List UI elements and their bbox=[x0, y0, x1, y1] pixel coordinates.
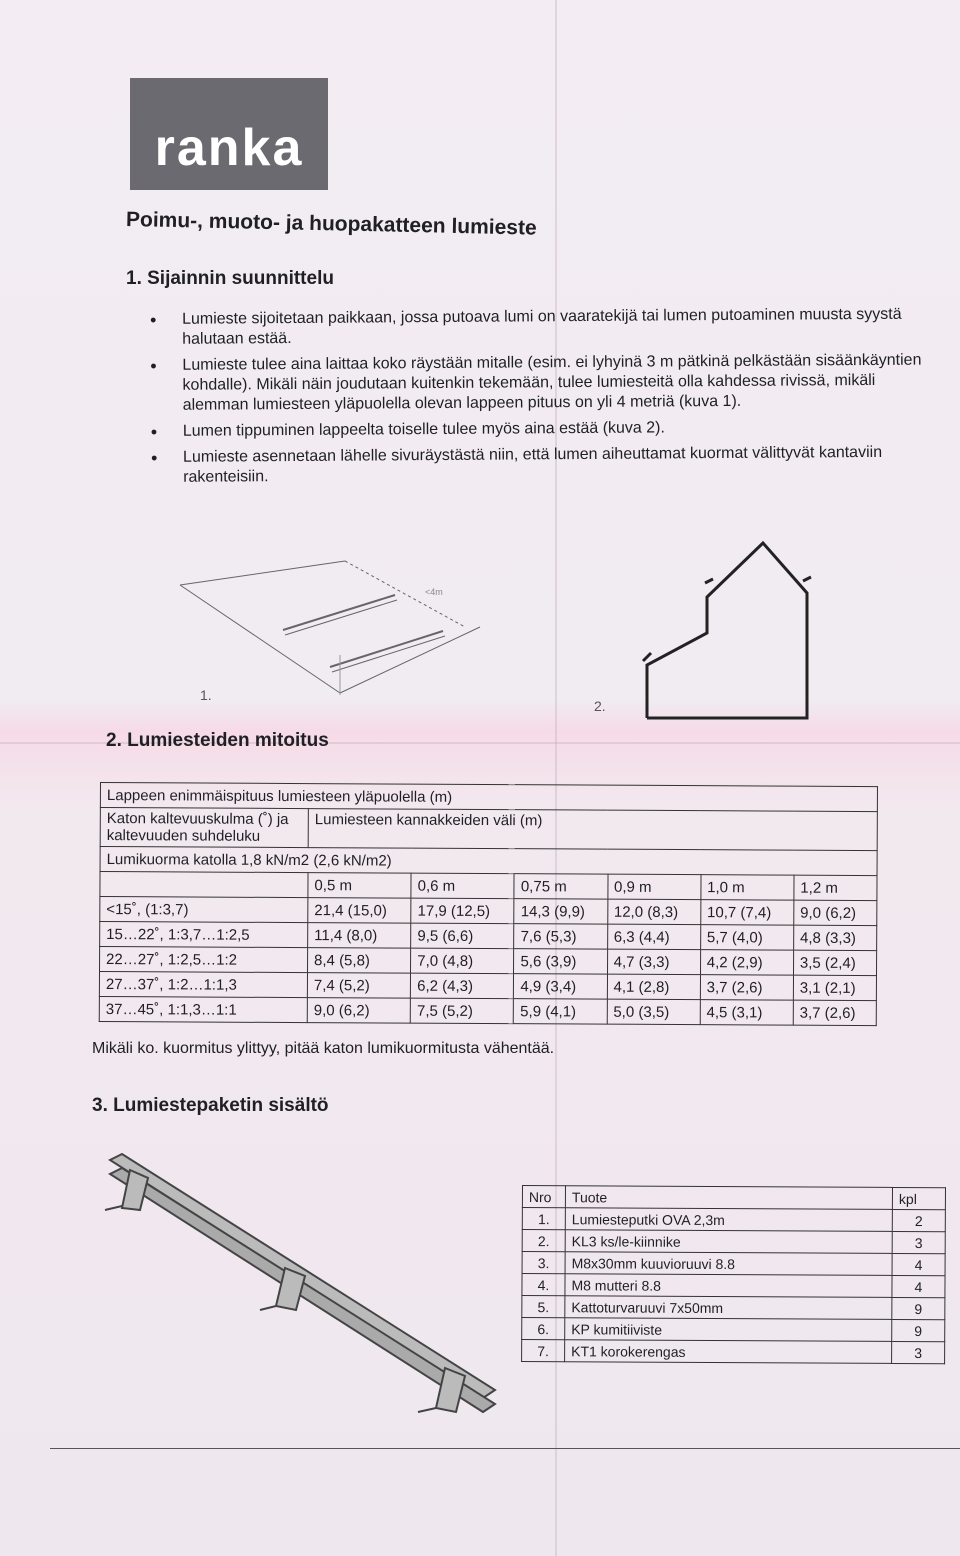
value-cell: 4,1 (2,8) bbox=[607, 974, 700, 999]
value-cell: 6,2 (4,3) bbox=[411, 973, 514, 999]
item-nro: 4. bbox=[522, 1274, 565, 1296]
item-product: Kattoturvaruuvi 7x50mm bbox=[565, 1296, 892, 1320]
value-cell: 4,8 (3,3) bbox=[794, 925, 877, 950]
item-qty: 3 bbox=[892, 1231, 945, 1253]
snow-guard-kit-drawing bbox=[100, 1150, 500, 1420]
spacing-cell: 0,6 m bbox=[411, 873, 514, 899]
value-cell: 17,9 (12,5) bbox=[411, 898, 514, 924]
document-title: Poimu-, muoto- ja huopakatteen lumieste bbox=[125, 208, 537, 240]
header-kpl: kpl bbox=[892, 1187, 945, 1209]
item-nro: 2. bbox=[522, 1230, 565, 1252]
item-product: M8x30mm kuuvioruuvi 8.8 bbox=[565, 1252, 892, 1276]
section1-heading: 1. Sijainnin suunnittelu bbox=[126, 268, 334, 289]
item-qty: 3 bbox=[892, 1341, 945, 1363]
table-row bbox=[100, 808, 877, 851]
value-cell: 4,2 (2,9) bbox=[700, 950, 793, 975]
value-cell: 7,4 (5,2) bbox=[307, 973, 410, 999]
table-row bbox=[522, 1274, 945, 1298]
value-cell: 9,5 (6,6) bbox=[411, 923, 514, 949]
spacing-cell: 0,9 m bbox=[607, 874, 700, 899]
fig1-dimension-label: <4m bbox=[425, 587, 443, 597]
value-cell: 3,7 (2,6) bbox=[700, 975, 793, 1000]
table-row bbox=[522, 1318, 945, 1342]
section1-bullet-list bbox=[150, 304, 941, 494]
item-product: KT1 korokerengas bbox=[565, 1340, 892, 1364]
item-nro: 7. bbox=[522, 1340, 565, 1362]
value-cell: 3,7 (2,6) bbox=[793, 1000, 876, 1025]
spacing-cell: 1,2 m bbox=[794, 875, 877, 900]
value-cell: 4,7 (3,3) bbox=[607, 949, 700, 974]
spacing-cell: 0,75 m bbox=[514, 874, 607, 899]
value-cell: 4,9 (3,4) bbox=[514, 974, 607, 999]
table-row bbox=[522, 1252, 945, 1276]
value-cell: 5,7 (4,0) bbox=[700, 925, 793, 950]
bullet-item: • Lumieste tulee aina laittaa koko räystään mitalle (esim. ei lyhyinä 3 m pätkinä pelkästään sisäänkäyntien kohdalle). Mikäli näin joudutaan kuitenkin tekemään, tulee lumiesteitä olla kahdessa rivissä, mikäli alemman lumiesteen yläpuolella olevan lappeen pituus on yli 4 metriä (kuva 1). bbox=[150, 350, 940, 416]
value-cell: 7,6 (5,3) bbox=[514, 924, 607, 949]
bullet-item: • Lumieste asennetaan lähelle sivuräystästä niin, että lumen aiheuttamat kuormat välittyvät kantaviin rakenteisiin. bbox=[151, 442, 941, 488]
value-cell: 3,5 (2,4) bbox=[793, 950, 876, 975]
value-cell: 9,0 (6,2) bbox=[307, 998, 410, 1024]
angle-header-cell: Katon kaltevuuskulma (˚) ja kaltevuuden suhdeluku bbox=[100, 808, 308, 848]
fig1-label: 1. bbox=[200, 687, 212, 703]
header-tuote: Tuote bbox=[565, 1186, 892, 1210]
item-qty: 4 bbox=[892, 1275, 945, 1297]
figure-1-roof-drawing bbox=[175, 555, 485, 700]
logo-text: ranka bbox=[154, 119, 304, 177]
table-row bbox=[522, 1340, 945, 1364]
angle-cell: 37…45˚, 1:1,3…1:1 bbox=[99, 996, 307, 1022]
item-nro: 1. bbox=[522, 1208, 565, 1230]
value-cell: 9,0 (6,2) bbox=[794, 900, 877, 925]
table-title-cell: Lappeen enimmäispituus lumiesteen yläpuolella (m) bbox=[100, 783, 877, 812]
sizing-table bbox=[99, 782, 878, 1026]
table-row bbox=[522, 1230, 945, 1254]
item-nro: 6. bbox=[522, 1318, 565, 1340]
value-cell: 6,3 (4,4) bbox=[607, 924, 700, 949]
item-nro: 5. bbox=[522, 1296, 565, 1318]
table-row bbox=[522, 1208, 945, 1232]
item-product: KL3 ks/le-kiinnike bbox=[565, 1230, 892, 1254]
fig2-label: 2. bbox=[594, 698, 606, 714]
value-cell: 5,9 (4,1) bbox=[514, 999, 607, 1024]
item-product: KP kumitiiviste bbox=[565, 1318, 892, 1342]
item-qty: 9 bbox=[892, 1319, 945, 1341]
item-product: Lumiesteputki OVA 2,3m bbox=[565, 1208, 892, 1232]
load-cell: Lumikuorma katolla 1,8 kN/m2 (2,6 kN/m2) bbox=[100, 847, 877, 876]
value-cell: 12,0 (8,3) bbox=[607, 899, 700, 924]
value-cell: 21,4 (15,0) bbox=[308, 898, 411, 924]
figure-2-house-drawing bbox=[635, 535, 815, 720]
value-cell: 14,3 (9,9) bbox=[514, 899, 607, 924]
spacing-header-cell: Lumiesteen kannakkeiden väli (m) bbox=[308, 809, 877, 851]
item-qty: 2 bbox=[892, 1209, 945, 1231]
spacing-cell: 0,5 m bbox=[308, 873, 411, 899]
table-cell bbox=[100, 872, 308, 898]
bullet-item: • Lumen tippuminen lappeelta toiselle tulee myös aina estää (kuva 2). bbox=[151, 416, 941, 442]
section3-heading: 3. Lumiestepaketin sisältö bbox=[92, 1095, 329, 1116]
value-cell: 10,7 (7,4) bbox=[700, 900, 793, 925]
ranka-logo bbox=[130, 78, 328, 190]
value-cell: 11,4 (8,0) bbox=[308, 923, 411, 949]
bullet-item: • Lumieste sijoitetaan paikkaan, jossa putoava lumi on vaaratekijä tai lumen putoaminen muusta syystä halutaan estää. bbox=[150, 304, 940, 350]
section2-heading: 2. Lumiesteiden mitoitus bbox=[106, 730, 329, 751]
value-cell: 7,0 (4,8) bbox=[411, 948, 514, 974]
value-cell: 5,6 (3,9) bbox=[514, 949, 607, 974]
value-cell: 3,1 (2,1) bbox=[793, 975, 876, 1000]
header-nro: Nro bbox=[522, 1186, 565, 1208]
value-cell: 8,4 (5,8) bbox=[308, 948, 411, 974]
spacing-cell: 1,0 m bbox=[701, 875, 794, 900]
item-nro: 3. bbox=[522, 1252, 565, 1274]
load-note: Mikäli ko. kuormitus ylittyy, pitää katon lumikuormitusta vähentää. bbox=[92, 1040, 555, 1057]
angle-cell: 15…22˚, 1:3,7…1:2,5 bbox=[100, 922, 308, 948]
angle-cell: 22…27˚, 1:2,5…1:2 bbox=[100, 947, 308, 973]
angle-cell: 27…37˚, 1:2…1:1,3 bbox=[99, 972, 307, 998]
table-row bbox=[99, 996, 876, 1025]
value-cell: 4,5 (3,1) bbox=[700, 1000, 793, 1025]
table-header-row bbox=[522, 1186, 945, 1210]
value-cell: 5,0 (3,5) bbox=[607, 999, 700, 1024]
item-qty: 4 bbox=[892, 1253, 945, 1275]
item-qty: 9 bbox=[892, 1297, 945, 1319]
angle-cell: <15˚, (1:3,7) bbox=[100, 897, 308, 923]
value-cell: 7,5 (5,2) bbox=[410, 998, 513, 1024]
package-contents-table bbox=[521, 1185, 946, 1364]
table-row bbox=[522, 1296, 945, 1320]
item-product: M8 mutteri 8.8 bbox=[565, 1274, 892, 1298]
footer-rule bbox=[50, 1448, 960, 1449]
